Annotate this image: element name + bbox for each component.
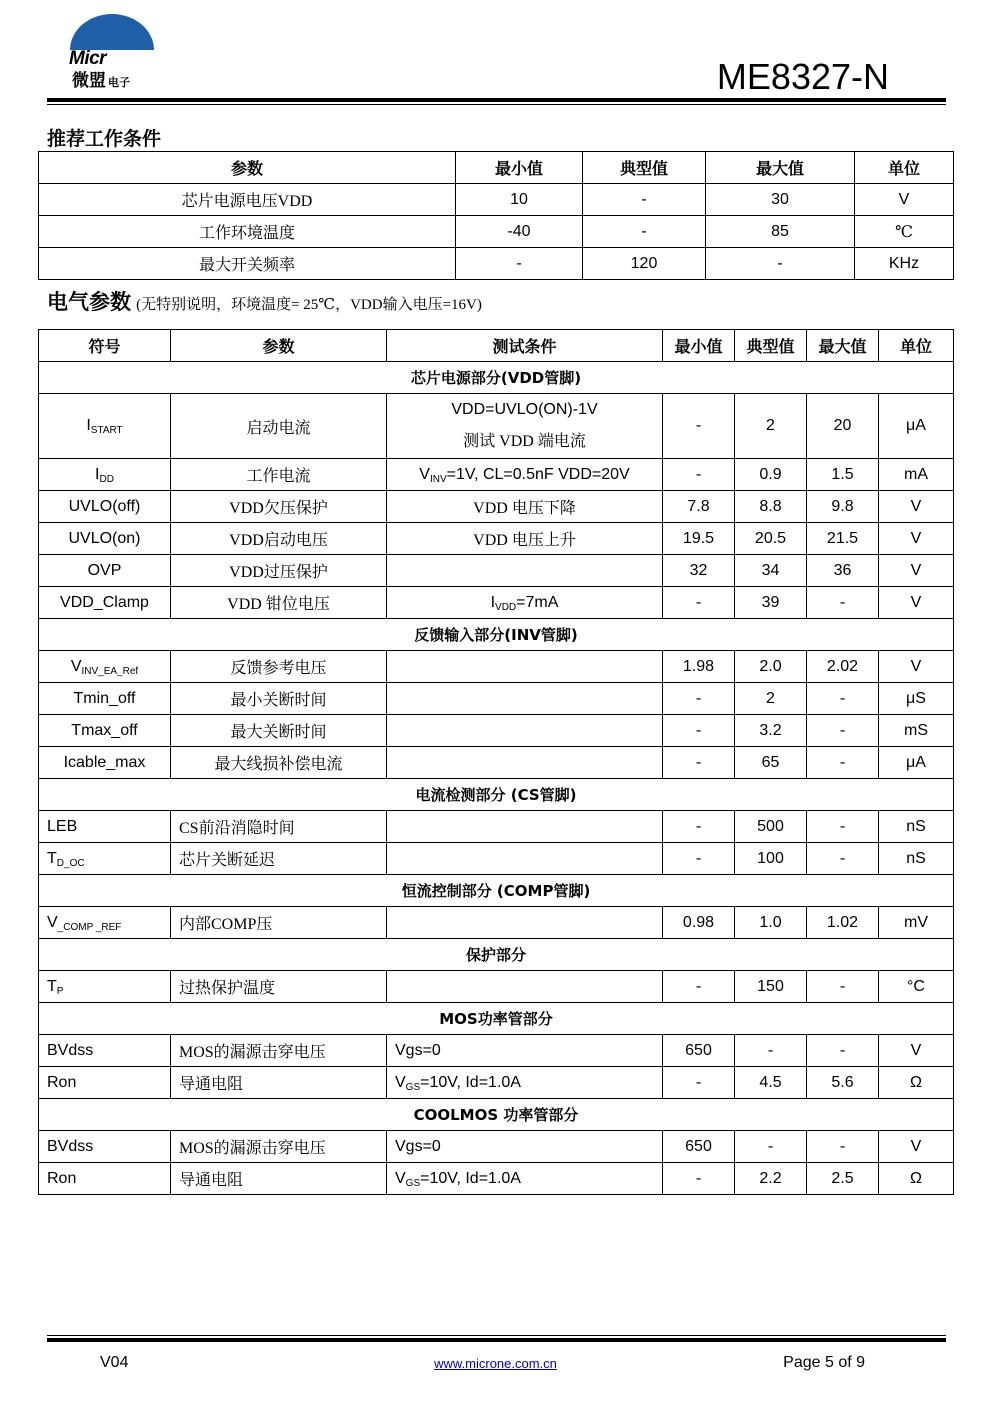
group-row [39,619,954,651]
unit-cell: V [855,184,954,216]
group-row [39,1003,954,1035]
min-cell: 650 [663,1131,735,1163]
symbol-cell: Ron [39,1163,171,1195]
max-cell: 1.02 [807,907,879,939]
page-title: ME8327-N [716,56,889,97]
max-cell: - [807,747,879,779]
table-row [39,491,954,523]
typ-cell: - [735,1035,807,1067]
table-row [39,715,954,747]
group-row [39,875,954,907]
table-row [39,1131,954,1163]
max-cell: 21.5 [807,523,879,555]
symbol-cell: $I_{START}$ [39,394,171,459]
min-cell: - [663,811,735,843]
min-cell: - [663,1067,735,1099]
max-cell: - [807,1131,879,1163]
typ-cell: 1.0 [735,907,807,939]
max-cell: 20 [807,394,879,459]
group-row [39,362,954,394]
condition-cell: VDD 电压上升 [387,523,663,555]
typ-cell: 0.9 [735,459,807,491]
footer-rule-thin [47,1335,946,1336]
group-title-protection: 保护部分 [39,939,954,971]
symbol-cell: $V_{\_COMP \_REF}$ [39,907,171,939]
condition-cell: VDD=UVLO(ON)-1V 测试 VDD 端电流 [387,394,663,459]
header-rule-thin [47,104,946,105]
table-row [39,811,954,843]
param-cell: 内部COMP压 [171,907,387,939]
group-title-cs: 电流检测部分 (CS管脚) [39,779,954,811]
typ-cell: 34 [735,555,807,587]
symbol-cell: Ron [39,1067,171,1099]
condition-cell: $I_{VDD}=7mA$ [387,587,663,619]
max-cell: - [807,811,879,843]
max-cell: 36 [807,555,879,587]
typ-cell: 20.5 [735,523,807,555]
min-cell: - [456,248,583,280]
unit-cell: V [879,523,954,555]
unit-cell: μA [879,747,954,779]
param-cell: 工作环境温度 [39,216,456,248]
max-cell: 9.8 [807,491,879,523]
condition-cell [387,651,663,683]
typ-cell: 2 [735,394,807,459]
typ-cell: 100 [735,843,807,875]
min-cell: - [663,971,735,1003]
max-cell: 5.6 [807,1067,879,1099]
unit-cell: mA [879,459,954,491]
unit-cell: ℃ [855,216,954,248]
footer-version: V04 [100,1354,129,1371]
unit-cell: μS [879,683,954,715]
max-cell: - [807,683,879,715]
condition-cell [387,555,663,587]
max-cell: 30 [706,184,855,216]
min-cell: - [663,843,735,875]
condition-cell: VDD 电压下降 [387,491,663,523]
min-cell: 10 [456,184,583,216]
table-row [39,843,954,875]
param-cell: CS前沿消隐时间 [171,811,387,843]
param-cell: 过热保护温度 [171,971,387,1003]
column-header: 典型值 [735,330,807,362]
min-cell: 7.8 [663,491,735,523]
condition-cell [387,907,663,939]
max-cell: - [807,971,879,1003]
typ-cell: 3.2 [735,715,807,747]
min-cell: 32 [663,555,735,587]
condition-cell [387,683,663,715]
min-cell: - [663,683,735,715]
min-cell: 650 [663,1035,735,1067]
param-cell: 最大线损补偿电流 [171,747,387,779]
unit-cell: KHz [855,248,954,280]
table-row [39,683,954,715]
param-cell: 最小关断时间 [171,683,387,715]
min-cell: - [663,587,735,619]
column-header: 最大值 [807,330,879,362]
param-cell: 启动电流 [171,394,387,459]
unit-cell: V [879,555,954,587]
unit-cell: μA [879,394,954,459]
min-cell: 0.98 [663,907,735,939]
column-header: 最小值 [663,330,735,362]
max-cell: - [706,248,855,280]
group-row [39,1099,954,1131]
symbol-cell: OVP [39,555,171,587]
table-row [39,907,954,939]
header-rule [47,98,946,102]
table-row [39,1163,954,1195]
unit-cell: °C [879,971,954,1003]
table-row [39,971,954,1003]
param-cell: 芯片电源电压VDD [39,184,456,216]
condition-cell [387,971,663,1003]
recommended-conditions-table [38,151,954,280]
min-cell: -40 [456,216,583,248]
max-cell: 2.5 [807,1163,879,1195]
footer-rule [47,1338,946,1342]
typ-cell: - [583,216,706,248]
unit-cell: V [879,651,954,683]
symbol-cell: $V_{INV\_EA\_Ref}$ [39,651,171,683]
min-cell: - [663,747,735,779]
param-cell: VDD过压保护 [171,555,387,587]
column-header: 测试条件 [387,330,663,362]
condition-cell [387,747,663,779]
typ-cell: 8.8 [735,491,807,523]
table-row [39,587,954,619]
electrical-parameters-table [38,329,954,1195]
param-cell: 最大开关频率 [39,248,456,280]
param-cell: MOS的漏源击穿电压 [171,1035,387,1067]
column-header: 符号 [39,330,171,362]
max-cell: 2.02 [807,651,879,683]
table-row [39,216,954,248]
table-row [39,1067,954,1099]
typ-cell: 120 [583,248,706,280]
typ-cell: 2.0 [735,651,807,683]
group-row [39,779,954,811]
section-note: (无特别说明，环境温度= 25℃，VDD输入电压=16V) [136,297,482,313]
condition-cell [387,715,663,747]
param-cell: 芯片关断延迟 [171,843,387,875]
min-cell: 1.98 [663,651,735,683]
column-header: 单位 [879,330,954,362]
typ-cell: 500 [735,811,807,843]
symbol-cell: Icable_max [39,747,171,779]
footer-link[interactable]: www.microne.com.cn [434,1356,557,1371]
max-cell: - [807,715,879,747]
group-row [39,939,954,971]
condition-cell: $V_{GS}=10V$, Id=1.0A [387,1067,663,1099]
logo-text-cn: 微盟 电子 [72,71,130,91]
table-row [39,523,954,555]
typ-cell: - [735,1131,807,1163]
group-title-comp: 恒流控制部分 (COMP管脚) [39,875,954,907]
max-cell: - [807,1035,879,1067]
page-number: Page 5 of 9 [783,1354,865,1371]
param-cell: VDD 钳位电压 [171,587,387,619]
group-title-coolmos: COOLMOS 功率管部分 [39,1099,954,1131]
unit-cell: nS [879,843,954,875]
symbol-cell: Tmax_off [39,715,171,747]
unit-cell: V [879,1035,954,1067]
param-cell: MOS的漏源击穿电压 [171,1131,387,1163]
min-cell: - [663,394,735,459]
param-cell: VDD启动电压 [171,523,387,555]
unit-cell: nS [879,811,954,843]
unit-cell: V [879,587,954,619]
param-cell: 工作电流 [171,459,387,491]
symbol-cell: $T_{D\_OC}$ [39,843,171,875]
min-cell: - [663,459,735,491]
table-row [39,184,954,216]
unit-cell: Ω [879,1163,954,1195]
unit-cell: mV [879,907,954,939]
param-cell: 最大关断时间 [171,715,387,747]
logo-text-en: MicrOne [69,48,142,69]
condition-cell: $V_{INV}=1V$, CL=0.5nF VDD=20V [387,459,663,491]
max-cell: - [807,587,879,619]
table-header-row [39,330,954,362]
table-header-row [39,152,954,184]
typ-cell: 150 [735,971,807,1003]
param-cell: 导通电阻 [171,1067,387,1099]
group-title-mos: MOS功率管部分 [39,1003,954,1035]
table-row [39,1035,954,1067]
unit-cell: V [879,1131,954,1163]
condition-cell: Vgs=0 [387,1035,663,1067]
column-header: 最大值 [706,152,855,184]
symbol-cell: VDD_Clamp [39,587,171,619]
group-title-inv: 反馈输入部分(INV管脚) [39,619,954,651]
condition-cell: $V_{GS}=10V$, Id=1.0A [387,1163,663,1195]
unit-cell: Ω [879,1067,954,1099]
symbol-cell: $I_{DD}$ [39,459,171,491]
section-title-electrical: 电气参数 (无特别说明，环境温度= 25℃，VDD输入电压=16V) [47,290,482,314]
column-header: 最小值 [456,152,583,184]
symbol-cell: Tmin_off [39,683,171,715]
min-cell: - [663,1163,735,1195]
symbol-cell: BVdss [39,1035,171,1067]
symbol-cell: BVdss [39,1131,171,1163]
param-cell: 导通电阻 [171,1163,387,1195]
typ-cell: 39 [735,587,807,619]
table-row [39,747,954,779]
typ-cell: 4.5 [735,1067,807,1099]
table-row [39,394,954,459]
condition-cell: Vgs=0 [387,1131,663,1163]
group-title-vdd: 芯片电源部分(VDD管脚) [39,362,954,394]
condition-cell [387,843,663,875]
typ-cell: 65 [735,747,807,779]
table-row [39,651,954,683]
max-cell: - [807,843,879,875]
max-cell: 1.5 [807,459,879,491]
table-row [39,459,954,491]
section-title-recommended: 推荐工作条件 [47,128,162,150]
symbol-cell: LEB [39,811,171,843]
column-header: 典型值 [583,152,706,184]
typ-cell: - [583,184,706,216]
table-row [39,248,954,280]
min-cell: 19.5 [663,523,735,555]
symbol-cell: UVLO(on) [39,523,171,555]
symbol-cell: $T_P$ [39,971,171,1003]
unit-cell: V [879,491,954,523]
table-row [39,555,954,587]
symbol-cell: UVLO(off) [39,491,171,523]
typ-cell: 2.2 [735,1163,807,1195]
column-header: 单位 [855,152,954,184]
condition-cell [387,811,663,843]
param-cell: VDD欠压保护 [171,491,387,523]
min-cell: - [663,715,735,747]
column-header: 参数 [39,152,456,184]
unit-cell: mS [879,715,954,747]
max-cell: 85 [706,216,855,248]
typ-cell: 2 [735,683,807,715]
param-cell: 反馈参考电压 [171,651,387,683]
column-header: 参数 [171,330,387,362]
